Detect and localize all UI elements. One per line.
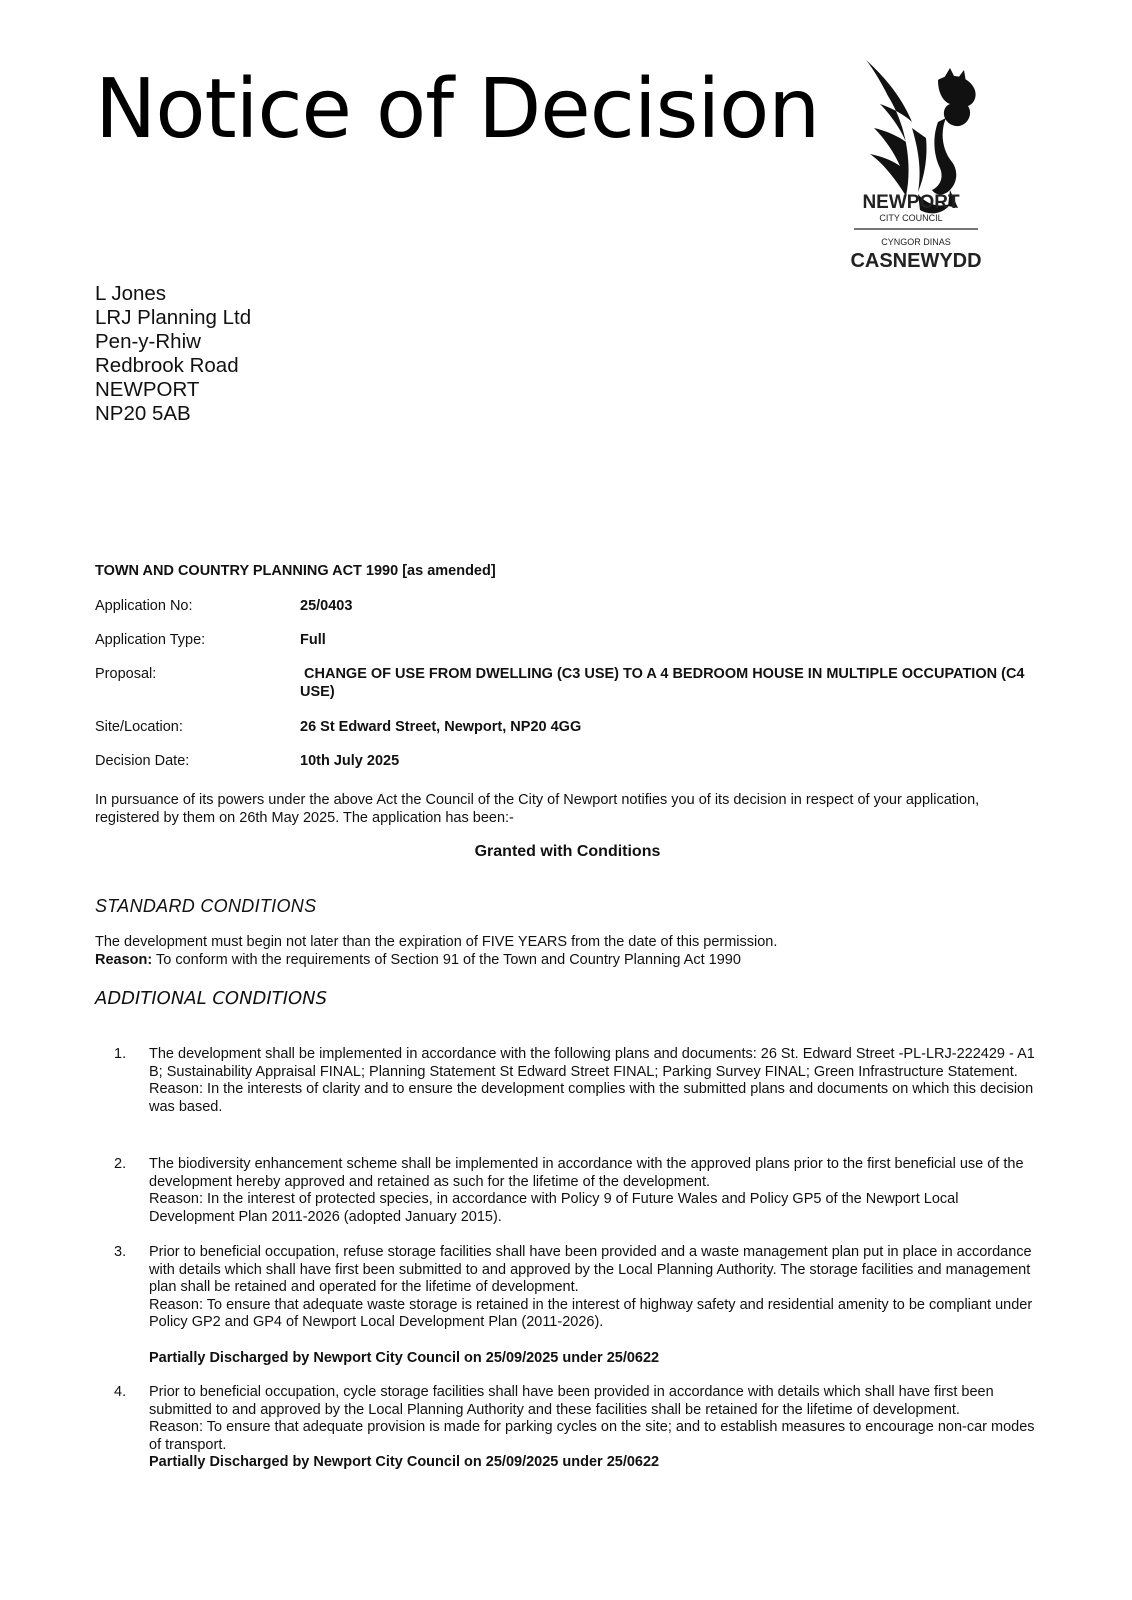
field-label: Decision Date:: [95, 753, 190, 769]
standard-condition-reason: [95, 952, 1040, 970]
decision-outcome: Granted with Conditions: [474, 843, 661, 860]
recipient-address: [95, 282, 251, 426]
condition-text: Prior to beneficial occupation, refuse storage facilities shall have been provided and a waste management plan put in place in accordance with details which shall have first been submitted to and approved by the Local Planning Authority. The storage facilities and management plan shall be retained and operated for the lifetime of development.: [149, 1244, 1032, 1295]
condition-discharge-note: Partially Discharged by Newport City Council on 25/09/2025 under 25/0622: [149, 1349, 660, 1366]
field-value: Full: [300, 632, 326, 648]
field-value: CHANGE OF USE FROM DWELLING (C3 USE) TO A 4 BEDROOM HOUSE IN MULTIPLE OCCUPATION (C4 USE): [300, 666, 1029, 700]
field-label: Application Type:: [95, 632, 206, 648]
condition-text: The development shall be implemented in accordance with the following plans and documents: 26 St. Edward Street -PL-LRJ-222429 - A1 B; Sustainability Appraisal FINAL; Planning Statement St Edward Street FINAL; Parking Survey FINAL; Green Infrastructure Statement.: [149, 1046, 1035, 1080]
standard-condition: [95, 934, 1040, 969]
reason-text: To conform with the requirements of Section 91 of the Town and Country Planning Act 1990: [152, 951, 741, 968]
field-value: 25/0403: [300, 598, 353, 614]
address-line: Pen-y-Rhiw: [95, 330, 201, 353]
standard-condition-text: The development must begin not later than the expiration of FIVE YEARS from the date of this permission.: [95, 934, 778, 950]
address-line: L Jones: [95, 282, 167, 305]
field-value: 10th July 2025: [300, 753, 400, 769]
reason-label: Reason:: [95, 951, 153, 968]
condition-number: 2.: [114, 1156, 127, 1172]
condition-number: 3.: [114, 1244, 127, 1260]
field-label: Site/Location:: [95, 719, 183, 735]
logo-sub: CITY COUNCIL: [879, 213, 943, 223]
condition-number: 1.: [114, 1046, 127, 1062]
logo-cy-name: CASNEWYDD: [850, 250, 982, 272]
intro-paragraph: In pursuance of its powers under the above Act the Council of the City of Newport notifies you of its decision in respect of your application, registered by them on 26th May 2025. The application has been:-: [95, 792, 980, 826]
act-heading: TOWN AND COUNTRY PLANNING ACT 1990 [as amended]: [95, 563, 496, 579]
additional-conditions-heading: ADDITIONAL CONDITIONS: [95, 988, 328, 1009]
condition-reason: Reason: In the interests of clarity and to ensure the development complies with the submitted plans and documents on which this decision was based.: [149, 1081, 1034, 1115]
logo-cy-sub: CYNGOR DINAS: [881, 237, 951, 247]
standard-conditions-heading: STANDARD CONDITIONS: [95, 896, 317, 916]
dragon-emblem-icon: [846, 58, 1026, 288]
address-line: NEWPORT: [95, 378, 200, 401]
condition-reason: Reason: In the interest of protected species, in accordance with Policy 9 of Future Wales and Policy GP5 of the Newport Local Development Plan 2011-2026 (adopted January 2015).: [149, 1191, 959, 1225]
condition-text: Prior to beneficial occupation, cycle storage facilities shall have been provided in accordance with details which shall have first been submitted to and approved by the Local Planning Authority and these facilities shall be retained for the lifetime of development.: [149, 1384, 994, 1418]
condition-reason: Reason: To ensure that adequate provision is made for parking cycles on the site; and to establish measures to encourage non-car modes of transport.: [149, 1419, 1035, 1453]
address-line: LRJ Planning Ltd: [95, 306, 252, 329]
condition-reason: Reason: To ensure that adequate waste storage is retained in the interest of highway safety and residential amenity to be compliant under Policy GP2 and GP4 of Newport Local Development Plan (2011-2026).: [149, 1296, 1033, 1330]
condition-text: The biodiversity enhancement scheme shall be implemented in accordance with the approved plans prior to the first beneficial use of the development hereby approved and retained as such for the lifetime of the development.: [149, 1156, 1024, 1190]
field-label: Proposal:: [95, 666, 157, 682]
condition-number: 4.: [114, 1384, 127, 1400]
page-title: Notice of Decision: [95, 62, 820, 157]
address-line: Redbrook Road: [95, 354, 239, 377]
field-value: 26 St Edward Street, Newport, NP20 4GG: [300, 719, 582, 735]
newport-city-council-logo: [846, 58, 1026, 288]
address-line: NP20 5AB: [95, 402, 191, 425]
field-label: Application No:: [95, 598, 193, 614]
logo-name: NEWPORT: [862, 192, 960, 213]
condition-discharge-note: Partially Discharged by Newport City Council on 25/09/2025 under 25/0622: [149, 1454, 660, 1470]
